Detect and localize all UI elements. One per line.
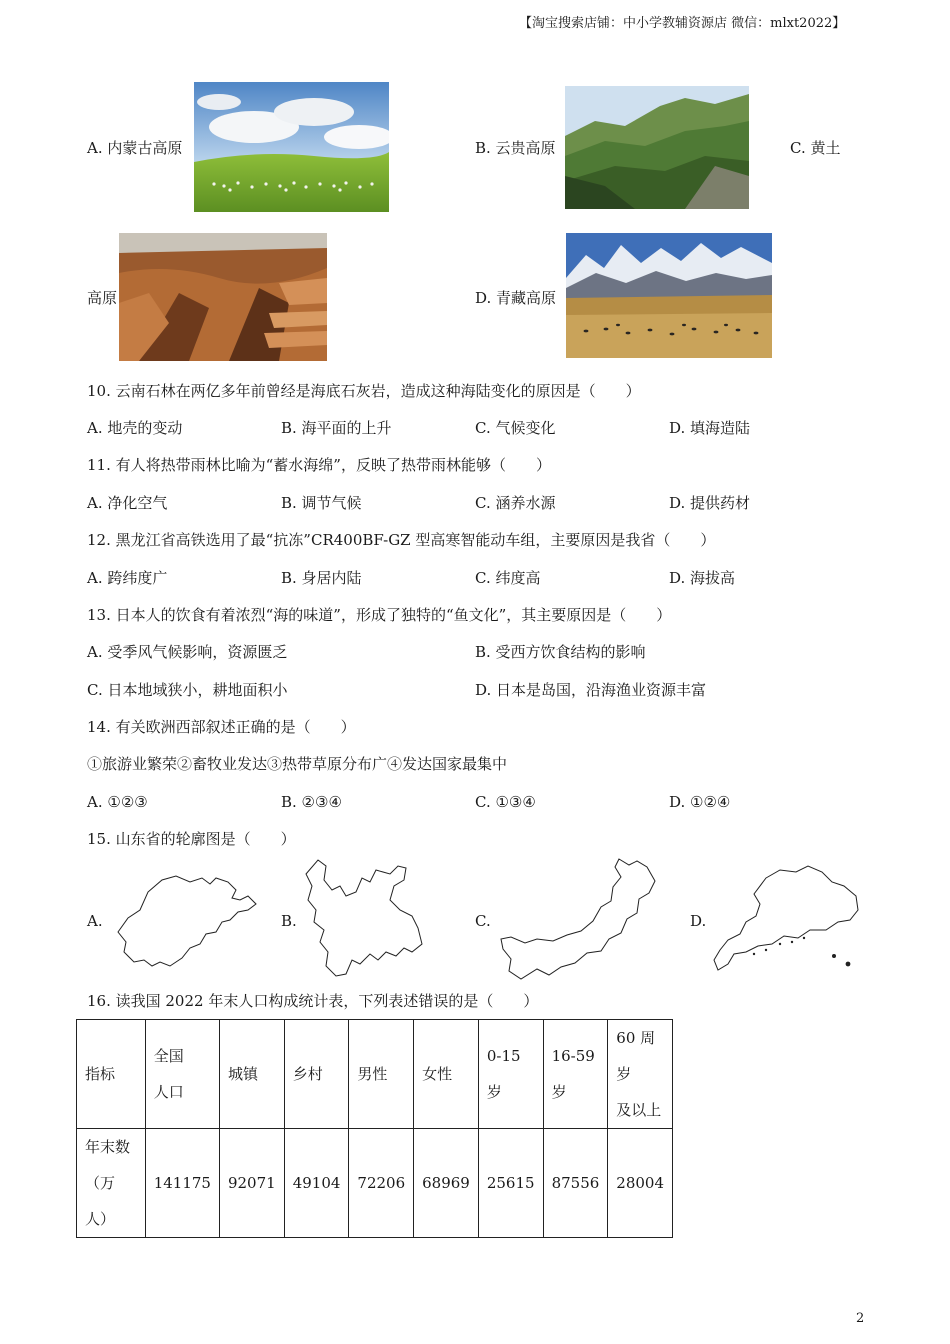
- q11-option-c: C. 涵养水源: [475, 494, 556, 512]
- shandong-outline-map: [110, 870, 260, 970]
- q12-option-b: B. 身居内陆: [281, 569, 362, 587]
- q10-option-b: B. 海平面的上升: [281, 419, 392, 437]
- q14-option-b: B. ②③④: [281, 793, 342, 811]
- q11-option-b: B. 调节气候: [281, 494, 362, 512]
- guangdong-outline-map: [710, 860, 862, 974]
- table-cell: 141175: [145, 1129, 219, 1238]
- q13-option-c: C. 日本地域狭小，耕地面积小: [87, 681, 288, 699]
- table-header-row: [77, 1020, 673, 1129]
- q14-statement: ①旅游业繁荣②畜牧业发达③热带草原分布广④发达国家最集中: [87, 755, 508, 773]
- table-cell: 87556: [543, 1129, 608, 1238]
- q15-option-d: D.: [690, 912, 707, 930]
- q11-stem: 11. 有人将热带雨林比喻为“蓄水海绵”，反映了热带雨林能够（ ）: [87, 456, 551, 474]
- yungui-plateau-photo: [565, 86, 749, 209]
- table-header-cell: 男性: [349, 1020, 414, 1129]
- q13-stem: 13. 日本人的饮食有着浓烈“海的味道”，形成了独特的“鱼文化”，其主要原因是（ ）: [87, 606, 672, 624]
- table-cell: 25615: [478, 1129, 543, 1238]
- q11-option-a: A. 净化空气: [87, 494, 168, 512]
- page-header: 【淘宝搜索店铺：中小学教辅资源店 微信：mlxt2022】: [519, 16, 846, 31]
- table-cell: 28004: [608, 1129, 673, 1238]
- table-header-cell: 指标: [77, 1020, 146, 1129]
- table-header-cell: 全国 人口: [145, 1020, 219, 1129]
- table-header-cell: 女性: [414, 1020, 479, 1129]
- qinghai-tibet-plateau-photo: [566, 233, 772, 358]
- table-row-label: 年末数 （万人）: [77, 1129, 146, 1238]
- inner-mongolia-outline-map: [497, 855, 662, 981]
- q12-stem: 12. 黑龙江省高铁选用了最“抗冻”CR400BF-GZ 型高寒智能动车组，主要原因是我省（ ）: [87, 531, 716, 549]
- table-header-cell: 乡村: [284, 1020, 349, 1129]
- q10-option-c: C. 气候变化: [475, 419, 556, 437]
- q9-option-b-label: B. 云贵高原: [475, 139, 556, 157]
- q12-option-d: D. 海拔高: [669, 569, 736, 587]
- table-header-cell: 0-15 岁: [478, 1020, 543, 1129]
- q12-option-a: A. 跨纬度广: [87, 569, 168, 587]
- q9-option-c-label-part2: 高原: [87, 289, 118, 307]
- inner-mongolia-plateau-photo: [194, 82, 389, 212]
- q15-stem: 15. 山东省的轮廓图是（ ）: [87, 830, 296, 848]
- table-header-cell: 城镇: [219, 1020, 284, 1129]
- q9-option-a-label: A. 内蒙古高原: [87, 139, 183, 157]
- q15-option-a: A.: [87, 912, 103, 930]
- q10-option-a: A. 地壳的变动: [87, 419, 183, 437]
- q15-option-b: B.: [281, 912, 297, 930]
- q9-option-c-label-part1: C. 黄土: [790, 139, 841, 157]
- q10-stem: 10. 云南石林在两亿多年前曾经是海底石灰岩，造成这种海陆变化的原因是（ ）: [87, 382, 641, 400]
- q14-option-c: C. ①③④: [475, 793, 536, 811]
- table-row: [77, 1129, 673, 1238]
- table-cell: 68969: [414, 1129, 479, 1238]
- population-statistics-table: [76, 1019, 673, 1238]
- q11-option-d: D. 提供药材: [669, 494, 751, 512]
- table-header-cell: 16-59 岁: [543, 1020, 608, 1129]
- table-cell: 49104: [284, 1129, 349, 1238]
- q16-stem: 16. 读我国 2022 年末人口构成统计表，下列表述错误的是（ ）: [87, 992, 539, 1010]
- table-cell: 72206: [349, 1129, 414, 1238]
- q10-option-d: D. 填海造陆: [669, 419, 751, 437]
- q14-stem: 14. 有关欧洲西部叙述正确的是（ ）: [87, 718, 356, 736]
- q13-option-d: D. 日本是岛国，沿海渔业资源丰富: [475, 681, 707, 699]
- q14-option-d: D. ①②④: [669, 793, 731, 811]
- q9-option-d-label: D. 青藏高原: [475, 289, 557, 307]
- table-header-cell: 60 周岁 及以上: [608, 1020, 673, 1129]
- page-number: 2: [856, 1311, 865, 1326]
- q15-option-c: C.: [475, 912, 491, 930]
- q14-option-a: A. ①②③: [87, 793, 148, 811]
- q12-option-c: C. 纬度高: [475, 569, 541, 587]
- q13-option-b: B. 受西方饮食结构的影响: [475, 643, 646, 661]
- q13-option-a: A. 受季风气候影响，资源匮乏: [87, 643, 288, 661]
- loess-plateau-photo: [119, 233, 327, 361]
- table-cell: 92071: [219, 1129, 284, 1238]
- yunnan-outline-map: [300, 856, 425, 980]
